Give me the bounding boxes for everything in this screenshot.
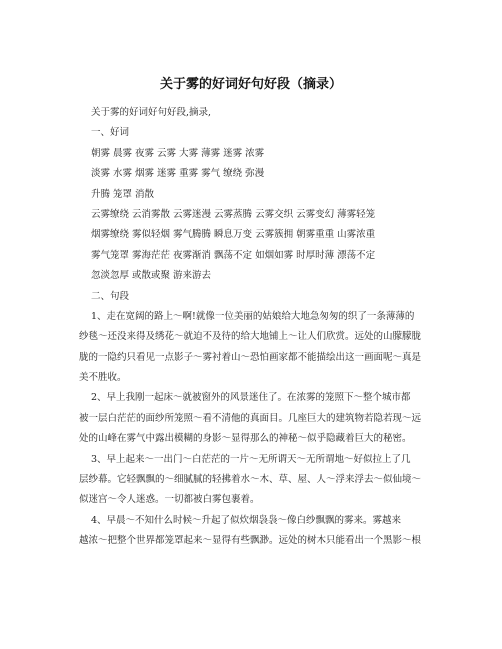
paragraph-line: 处的山峰在雾气中露出模糊的身影～显得那么的神秘～似乎隐藏着巨大的秘密。 bbox=[79, 433, 412, 445]
word-list-line: 云雾缭绕 云消雾散 云雾迷漫 云雾蒸腾 云雾交织 云雾变幻 薄雾轻笼 bbox=[91, 208, 376, 220]
paragraph-1 bbox=[79, 307, 422, 389]
document-body bbox=[79, 103, 422, 552]
word-list-line: 升腾 笼罩 消散 bbox=[91, 188, 155, 200]
paragraph-line: 1、走在宽阔的路上～啊!就像一位美丽的姑娘给大地急匆匆的织了一条薄薄的 bbox=[91, 310, 415, 322]
word-list-line: 朝雾 晨雾 夜雾 云雾 大雾 薄雾 迷雾 浓雾 bbox=[91, 147, 265, 159]
section-heading-words: 一、好词 bbox=[91, 127, 130, 139]
paragraph-line: 胧的一隐约只看见一点影子～雾衬着山～恐怕画家都不能描绘出这一画面呢～真是 bbox=[79, 351, 422, 363]
paragraph-line: 越浓～把整个世界都笼罩起来～显得有些飘渺。远处的树木只能看出一个黑影～根 bbox=[79, 535, 422, 547]
paragraph-line: 3、早上起来～一出门～白茫茫的一片～无所谓天～无所谓地～好似拉上了几 bbox=[91, 453, 411, 465]
paragraph-line: 4、早晨～不知什么时候～升起了似炊烟袅袅～像白纱飘飘的雾来。雾越来 bbox=[91, 514, 402, 526]
paragraph-3 bbox=[79, 450, 422, 511]
word-list-line: 忽淡忽厚 或散或聚 游来游去 bbox=[91, 270, 212, 282]
document-title: 关于雾的好词好句好段（摘录） bbox=[159, 77, 342, 92]
word-list-line: 雾气笼罩 雾海茫茫 夜雾渐消 飘荡不定 如烟如雾 时厚时薄 漂荡不定 bbox=[91, 249, 376, 261]
paragraph-4 bbox=[79, 511, 422, 552]
paragraph-line: 2、早上我刚一起床～就被窗外的风景迷住了。在浓雾的笼照下～整个城市都 bbox=[91, 392, 411, 404]
word-list-line: 烟雾缭绕 雾似轻烟 雾气腾腾 瞬息万变 云雾簇拥 朝雾重重 山雾浓重 bbox=[91, 229, 376, 241]
paragraph-line: 纱毯～还没来得及绣花～就迫不及待的给大地铺上～让人们欣赏。远处的山朦朦胧 bbox=[79, 331, 422, 343]
paragraph-line: 似迷宫～令人迷惑。一切都被白雾包裹着。 bbox=[79, 494, 260, 506]
paragraph-line: 被一层白茫茫的面纱所笼照～看不清他的真面目。几座巨大的建筑物若隐若现～远 bbox=[79, 412, 422, 424]
section-heading-sentences: 二、句段 bbox=[91, 290, 130, 302]
paragraph-line: 美不胜收。 bbox=[79, 372, 127, 384]
word-list-line: 淡雾 水雾 烟雾 迷雾 重雾 雾气 缭绕 弥漫 bbox=[91, 168, 265, 180]
paragraph-line: 层纱幕。它轻飘飘的～细腻腻的轻拂着水～木、草、屋、人～浮来浮去～似仙境～ bbox=[79, 474, 422, 486]
intro-line: 关于雾的好词好句好段,摘录, bbox=[91, 107, 212, 118]
paragraph-2 bbox=[79, 388, 422, 449]
